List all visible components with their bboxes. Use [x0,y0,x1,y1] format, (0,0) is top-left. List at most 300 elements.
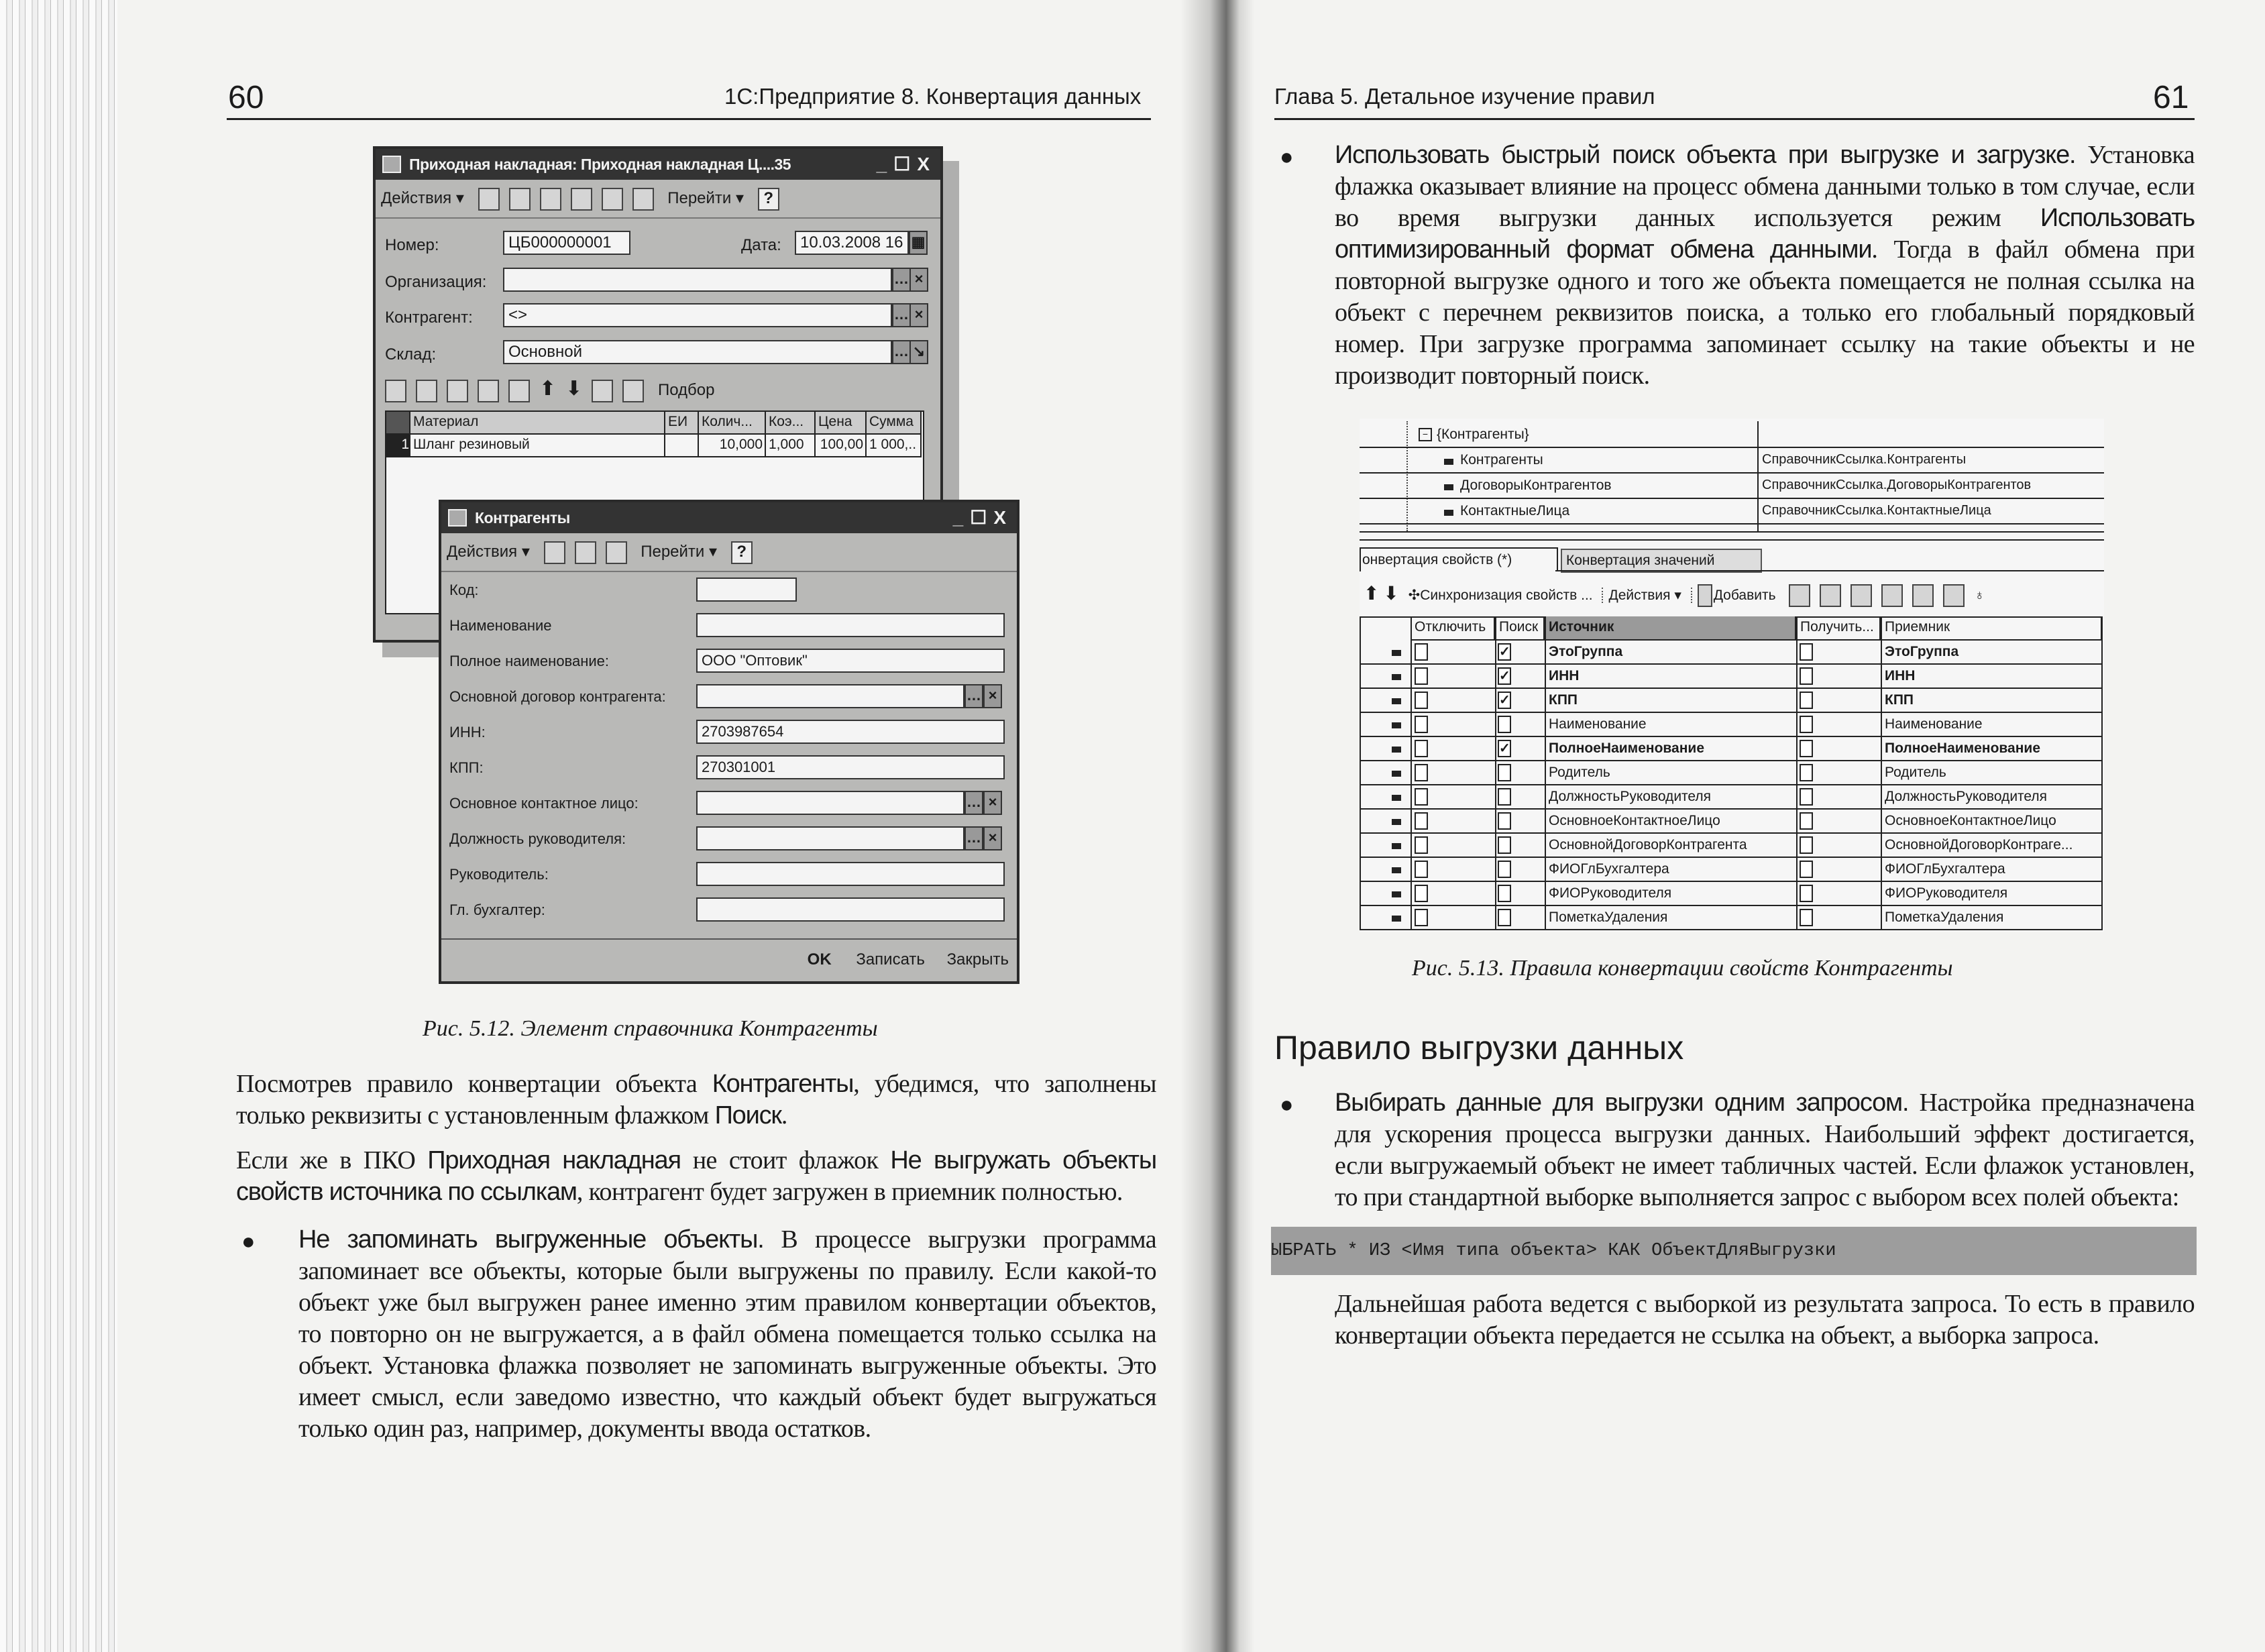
text: Настройка предназначена для ускорения процесса выгрузки данных. Наибольший эффект достигается, если выгружаемый объект не имеет табличных частей. Если флажок установлен, то при стандартной выборке выполняется запрос с выбором всех полей объекта: [1335,1089,2195,1211]
cell-divider [1796,882,1798,906]
disable-icon[interactable] [1912,584,1934,607]
cell-divider [1411,689,1412,713]
table-row[interactable] [1360,665,2103,689]
table-row[interactable] [1360,689,2103,713]
ok-button[interactable]: OK [807,950,832,969]
search-checkbox[interactable] [1498,909,1511,926]
field-label: Основное контактное лицо: [449,795,639,812]
right-text-flow [1271,140,2195,1352]
field-input[interactable]: 2703987654 [696,720,1005,744]
disable-checkbox[interactable] [1415,764,1428,781]
field-input[interactable] [696,613,1005,637]
disable-checkbox[interactable] [1415,667,1428,685]
cell-divider [1796,641,1798,665]
header-rule-right [1274,118,2195,120]
running-head-left: 1С:Предприятие 8. Конвертация данных [724,84,1142,109]
code-listing: ЫБРАТЬ * ИЗ <Имя типа объекта> КАК ОбъектДляВыгрузки [1271,1227,2197,1275]
paragraph [236,1145,1156,1208]
calendar-icon[interactable] [509,188,531,211]
field-input[interactable] [696,684,964,708]
column-header[interactable]: Коэ... [766,412,816,435]
row-marker-icon [1392,795,1401,801]
print-icon[interactable] [571,188,592,211]
cell-divider [1495,858,1496,882]
cell-divider [1495,834,1496,858]
source-property[interactable]: ДолжностьРуководителя [1549,789,1712,804]
figure-caption-5-13: Рис. 5.13. Правила конвертации свойств Контрагенты [1412,956,1953,981]
target-property[interactable]: ЭтоГруппа [1885,644,1959,659]
number-field[interactable]: ЦБ000000001 [503,231,630,255]
disable-checkbox[interactable] [1415,836,1428,854]
cell-divider [1495,785,1496,810]
clear-button[interactable]: × [909,303,928,327]
row-line [1360,472,2104,474]
attribute-icon [1444,484,1453,490]
field-label: Должность руководителя: [449,830,626,847]
get-checkbox[interactable] [1800,861,1813,878]
target-property[interactable]: КПП [1885,692,1914,708]
back-icon[interactable] [478,188,500,211]
cell-divider [1545,761,1546,785]
divider [1360,539,2104,541]
search-checkbox[interactable] [1498,812,1511,830]
material-cell[interactable]: Шланг резиновый [410,435,665,457]
disable-checkbox[interactable] [1415,740,1428,757]
tab-property-conversion[interactable]: онвертация свойств (*) [1360,547,1558,571]
paragraph [236,1068,1156,1132]
calendar-button[interactable]: ▦ [909,231,928,255]
move-down-icon[interactable]: ⬇ [1383,583,1399,604]
column-header[interactable]: Получить... [1796,616,1881,641]
cell-divider [1545,641,1546,665]
sync-properties-button[interactable]: Синхронизация свойств ... [1420,588,1593,603]
sum-cell[interactable]: 1 000,.. [867,435,922,457]
page-number-right: 61 [2153,80,2189,115]
disable-checkbox[interactable] [1415,812,1428,830]
term: Выбирать данные для выгрузки одним запросом. [1335,1089,1909,1117]
open-button[interactable]: ↘ [909,340,928,364]
cell-divider [1495,906,1496,930]
row-marker-icon [1392,698,1401,704]
target-property[interactable]: ОсновноеКонтактноеЛицо [1885,813,2056,828]
search-checkbox[interactable]: ✓ [1499,693,1510,708]
delete-icon[interactable] [1881,584,1903,607]
window-controls[interactable]: _☐X [876,154,936,174]
table-row[interactable] [1360,713,2103,737]
field-label: Гл. бухгалтер: [449,901,545,918]
get-checkbox[interactable] [1800,716,1813,733]
row-marker-icon [1392,650,1401,656]
select-button[interactable]: … [964,791,983,815]
field-input[interactable] [696,897,1005,922]
tree-item-type: СправочникСсылка.Контрагенты [1762,452,1967,467]
target-property[interactable]: Наименование [1885,716,1983,732]
running-head-right: Глава 5. Детальное изучение правил [1274,84,1655,109]
contractor-window [439,500,1019,984]
field-label: Руководитель: [449,866,549,883]
post-icon[interactable] [602,188,623,211]
bullet-icon: ● [241,1229,256,1254]
target-property[interactable]: ДолжностьРуководителя [1885,789,2048,804]
tree-item-type: СправочникСсылка.КонтактныеЛица [1762,503,1991,518]
search-checkbox[interactable] [1498,716,1511,733]
source-property[interactable]: ФИОГлБухгалтера [1549,861,1669,877]
page-number-left: 60 [228,80,264,115]
row-line [1360,523,2104,525]
table-row[interactable] [1360,834,2103,858]
text: , контрагент будет загружен в приемник полностью. [576,1178,1123,1206]
select-button[interactable]: … [964,684,983,708]
row-marker-icon [1392,916,1401,922]
book-gutter-shadow [1180,0,1254,1652]
clear-button[interactable]: × [983,684,1002,708]
cell-divider [1411,665,1412,689]
contractor-toolbar [441,533,1017,572]
source-property[interactable]: ОсновноеКонтактноеЛицо [1549,813,1720,828]
cell-divider [1796,761,1798,785]
save-button[interactable]: Записать [856,950,925,969]
target-property[interactable]: ПометкаУдаления [1885,910,2004,925]
move-up-icon[interactable]: ⬆ [539,378,557,400]
search-checkbox[interactable] [1498,788,1511,806]
copy-icon[interactable] [1820,584,1841,607]
tree-item-name[interactable]: Контрагенты [1460,452,1543,467]
selection-button[interactable]: Подбор [657,381,715,399]
field-input[interactable]: 270301001 [696,755,1005,779]
select-button[interactable]: … [892,268,911,292]
field-label: Полное наименование: [449,653,610,669]
cell-divider [1881,713,1882,737]
sort-desc-icon[interactable] [622,380,644,402]
field-label: ИНН: [449,724,486,740]
date-label: Дата: [741,236,781,254]
edit-row-icon[interactable] [447,380,468,402]
goto-menu[interactable]: Перейти ▾ [641,543,718,561]
source-property[interactable]: ИНН [1549,668,1580,683]
table-row[interactable] [1360,737,2103,761]
header-rule-left [227,118,1151,120]
cell-divider [1411,834,1412,858]
paragraph: Дальнейшая работа ведется с выборкой из результата запроса. То есть в правило конвертации объекта передается не ссылка на объект, а выборка запроса. [1335,1290,2195,1350]
cell-divider [1545,785,1546,810]
organization-field[interactable] [503,268,892,292]
cell-divider [1411,761,1412,785]
cell-divider [1495,689,1496,713]
row-marker-icon [1392,771,1401,777]
get-checkbox[interactable] [1800,764,1813,781]
row-marker-icon [1392,891,1401,897]
column-header[interactable]: Отключить [1411,616,1495,641]
cell-divider [1881,689,1882,713]
section-heading: Правило выгрузки данных [1274,1029,1684,1066]
target-property[interactable]: ПолноеНаименование [1885,740,2040,756]
search-checkbox[interactable] [1498,836,1511,854]
close-button[interactable]: Закрыть [946,950,1009,969]
select-button[interactable]: … [964,826,983,850]
cell-divider [1881,858,1882,882]
cell-divider [1545,665,1546,689]
contractor-field[interactable]: <> [503,303,892,327]
cell-divider [1545,858,1546,882]
cell-divider [1881,761,1882,785]
target-property[interactable]: Родитель [1885,765,1946,780]
cell-divider [1495,641,1496,665]
cell-divider [1796,834,1798,858]
warehouse-field[interactable]: Основной [503,340,892,364]
source-property[interactable]: ОсновнойДоговорКонтрагента [1549,837,1747,852]
cell-divider [1411,737,1412,761]
disable-checkbox[interactable] [1415,885,1428,902]
coef-cell[interactable]: 1,000 [766,435,816,457]
cell-divider [1495,665,1496,689]
term: Не выгружать объекты свойств источника по ссылкам [236,1146,1156,1206]
cell-divider [1495,810,1496,834]
delete-row-icon[interactable] [478,380,499,402]
target-property[interactable]: ИНН [1885,668,1916,683]
bullet-item [1274,1087,2195,1213]
table-row[interactable] [1360,785,2103,810]
column-header[interactable]: Источник [1545,616,1796,641]
text: . [781,1101,787,1130]
goto-menu[interactable]: Перейти ▾ [667,189,744,207]
sort-asc-icon[interactable] [592,380,613,402]
attribute-icon [1444,510,1453,516]
cell-divider [1881,834,1882,858]
table-row[interactable] [1360,882,2103,906]
left-text-flow [236,1068,1156,1445]
field-input[interactable] [696,791,964,815]
cell-divider [1545,737,1546,761]
cell-divider [1411,858,1412,882]
term: Использовать оптимизированный формат обмена данными [1335,204,2195,264]
tab-value-conversion[interactable]: Конвертация значений [1561,549,1762,573]
table-row[interactable] [1360,858,2103,882]
term: Использовать быстрый поиск объекта при выгрузке и загрузке. [1335,141,2076,169]
cell-divider [1881,906,1882,930]
contractor-label: Контрагент: [385,309,473,327]
cell-divider [1545,906,1546,930]
quantity-cell[interactable]: 10,000 [699,435,766,457]
add-row-icon[interactable] [385,380,406,402]
back-icon[interactable] [544,541,565,564]
contractor-window-title: Контрагенты [475,509,570,527]
get-checkbox[interactable] [1800,885,1813,902]
refresh-icon[interactable] [606,541,627,564]
calendar-icon[interactable] [575,541,596,564]
help-icon[interactable]: ? [731,541,753,564]
field-input[interactable]: ООО "Оптовик" [696,649,1005,673]
search-checkbox[interactable] [1498,885,1511,902]
clear-button[interactable]: × [983,826,1002,850]
select-button[interactable]: … [892,340,911,364]
cell-divider [1881,785,1882,810]
row-marker-icon [1392,867,1401,873]
bullet-icon: ● [1280,1093,1294,1117]
cell-divider [1881,641,1882,665]
row-marker-icon [1392,843,1401,849]
disable-checkbox[interactable] [1415,909,1428,926]
cell-divider [1796,665,1798,689]
cell-divider [1411,785,1412,810]
cell-divider [1796,906,1798,930]
collapse-icon[interactable]: − [1419,428,1432,441]
clear-button[interactable]: × [983,791,1002,815]
table-toolbar [385,377,714,402]
column-header[interactable]: Материал [410,412,665,435]
column-header[interactable]: Сумма [867,412,922,435]
invoice-window-title: Приходная накладная: Приходная накладная Ц....35 [409,156,791,173]
cell-divider [1796,737,1798,761]
tree-guide [1406,421,1409,531]
copy-row-icon[interactable] [416,380,437,402]
cell-divider [1411,810,1412,834]
tree-item-name[interactable]: ДоговорыКонтрагентов [1460,478,1612,493]
row-number[interactable]: 1 [386,435,410,457]
get-checkbox[interactable] [1800,643,1813,661]
target-property[interactable]: ФИОГлБухгалтера [1885,861,2005,877]
field-label: Наименование [449,617,552,634]
info-icon[interactable]: ♁ [1974,588,1985,603]
text: . Тогда в файл обмена при повторной выгрузке одного и того же объекта помещается не полная ссылка на объект с перечнем реквизитов поиска, а только его глобальный порядковый номер. При загрузке программа запоминает ссылку на такие объекты и не производит повторный поиск. [1335,235,2195,390]
field-label: Код: [449,582,479,598]
get-checkbox[interactable] [1800,812,1813,830]
cell-divider [1545,810,1546,834]
table-row[interactable] [1360,761,2103,785]
disable-checkbox[interactable] [1415,861,1428,878]
actions-menu[interactable]: Действия ▾ [381,189,464,207]
column-header[interactable]: ЕИ [665,412,699,435]
cell-divider [1545,689,1546,713]
bullet-paragraph [1335,140,2195,392]
source-property[interactable]: ПолноеНаименование [1549,740,1704,756]
date-field[interactable]: 10.03.2008 16 [795,231,909,255]
cell-divider [1545,882,1546,906]
search-checkbox[interactable]: ✓ [1499,669,1510,683]
field-input[interactable] [696,862,1005,886]
edit-icon[interactable] [1850,584,1872,607]
bullet-paragraph [298,1224,1156,1445]
disable-checkbox[interactable] [1415,643,1428,661]
source-property[interactable]: Наименование [1549,716,1647,732]
get-checkbox[interactable] [1800,909,1813,926]
cell-divider [1545,713,1546,737]
target-property[interactable]: ОсновнойДоговорКонтраге... [1885,837,2073,852]
search-checkbox[interactable] [1498,764,1511,781]
source-property[interactable]: ФИОРуководителя [1549,885,1672,901]
sync-icon: ✣ [1408,588,1421,603]
get-checkbox[interactable] [1800,692,1813,709]
actions-menu[interactable]: Действия ▾ [1608,588,1681,603]
move-down-icon[interactable]: ⬇ [565,378,583,400]
cell-divider [1495,737,1496,761]
organization-label: Организация: [385,273,487,291]
table-row[interactable] [1360,906,2103,930]
column-header[interactable]: Приемник [1881,616,2102,641]
page-stack-edge [0,0,117,1652]
disable-checkbox[interactable] [1415,692,1428,709]
text: не стоит флажок [680,1146,891,1174]
source-property[interactable]: КПП [1549,692,1578,708]
table-row[interactable] [1360,641,2103,665]
cell-divider [1881,665,1882,689]
cell-divider [1881,737,1882,761]
invoice-toolbar [376,180,940,219]
cell-divider [1796,810,1798,834]
end-edit-icon[interactable] [508,380,530,402]
field-label: КПП: [449,759,484,776]
warehouse-label: Склад: [385,345,437,364]
column-header[interactable]: Цена [816,412,867,435]
unit-cell[interactable] [665,435,699,457]
copy-icon[interactable] [632,188,654,211]
target-property[interactable]: ФИОРуководителя [1885,885,2008,901]
row-marker-icon [1392,747,1401,753]
get-checkbox[interactable] [1800,836,1813,854]
column-header[interactable]: Колич... [699,412,766,435]
help-icon[interactable]: ? [758,188,779,211]
disable-checkbox[interactable] [1415,788,1428,806]
get-checkbox[interactable] [1800,740,1813,757]
cell-divider [1881,810,1882,834]
price-cell[interactable]: 100,00 [816,435,867,457]
field-input[interactable] [696,577,797,602]
bullet-icon: ● [1280,145,1294,170]
sort-icon[interactable] [1943,584,1965,607]
bullet-paragraph [1335,1087,2195,1213]
column-header[interactable]: Поиск [1495,616,1545,641]
cell-divider [1881,882,1882,906]
tree-item-type: СправочникСсылка.ДоговорыКонтрагентов [1762,478,2032,492]
search-checkbox[interactable]: ✓ [1499,741,1510,756]
text: Если же в ПКО [236,1146,428,1174]
source-property[interactable]: ПометкаУдаления [1549,910,1668,925]
invoice-window-titlebar [376,149,940,180]
tree-item-name[interactable]: {Контрагенты} [1437,427,1529,442]
document-icon [382,156,401,173]
search-checkbox[interactable]: ✓ [1499,645,1510,659]
rules-toolbar [1364,578,1985,609]
disable-checkbox[interactable] [1415,716,1428,733]
cell-divider [1796,858,1798,882]
search-checkbox[interactable] [1498,861,1511,878]
row-marker-icon [1392,819,1401,825]
cell-divider [1495,713,1496,737]
add-button[interactable]: Добавить [1713,588,1776,603]
table-row[interactable] [1360,810,2103,834]
get-checkbox[interactable] [1800,788,1813,806]
row-line [1360,498,2104,499]
tree-item-name[interactable]: КонтактныеЛица [1460,503,1570,518]
move-up-icon[interactable]: ⬆ [1364,583,1380,604]
clear-button[interactable]: × [909,268,928,292]
bullet-item [236,1224,1156,1445]
source-property[interactable]: ЭтоГруппа [1549,644,1623,659]
cell-divider [1495,761,1496,785]
select-button[interactable]: … [892,303,911,327]
cell-divider [1545,834,1546,858]
refresh-icon[interactable] [540,188,561,211]
source-property[interactable]: Родитель [1549,765,1610,780]
window-controls[interactable]: _☐X [952,507,1013,528]
get-checkbox[interactable] [1800,667,1813,685]
folder-icon[interactable] [1789,584,1810,607]
field-input[interactable] [696,826,964,850]
add-icon [1698,584,1712,607]
attribute-icon [1444,459,1453,465]
cell-divider [1495,882,1496,906]
actions-menu[interactable]: Действия ▾ [447,543,530,561]
divider [1555,570,2104,571]
